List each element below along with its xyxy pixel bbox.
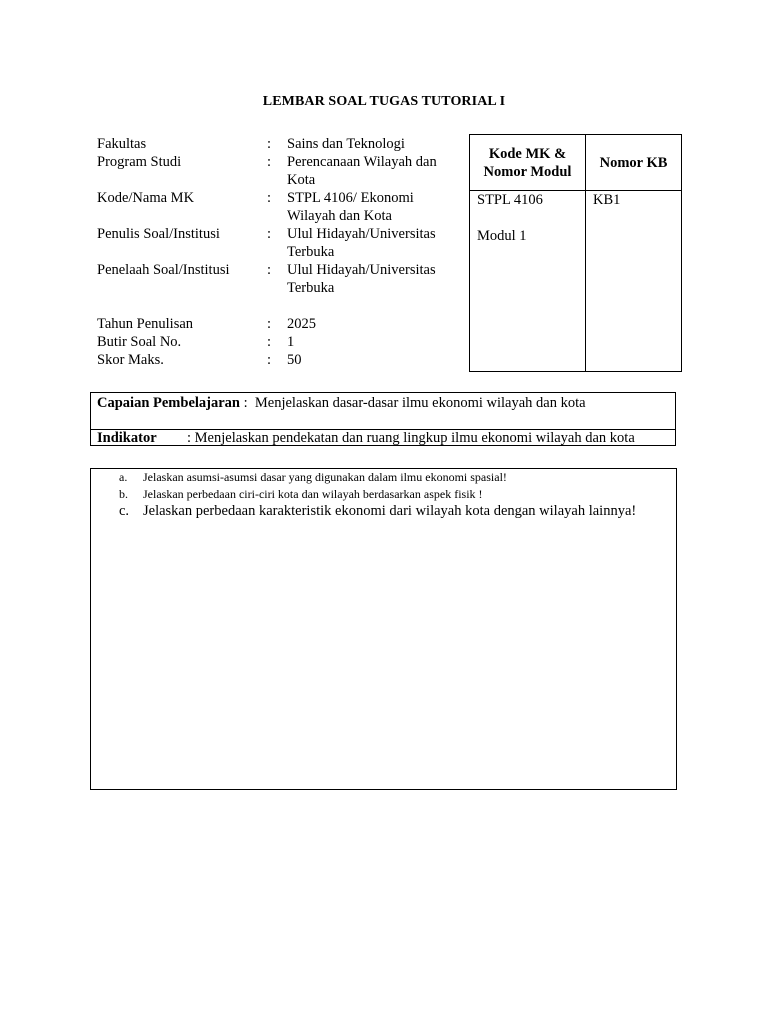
kode-mk-value: STPL 4106 [477, 192, 543, 208]
info-colon: : [267, 262, 272, 278]
modul-value: Modul 1 [477, 228, 527, 244]
indikator-row [97, 430, 635, 447]
info-colon: : [267, 316, 272, 332]
info-label: Fakultas [97, 136, 147, 152]
info-value: Ulul Hidayah/Universitas Terbuka [287, 262, 436, 296]
cell-kb [586, 191, 682, 372]
info-row-program-studi [97, 153, 457, 189]
info-value: Ulul Hidayah/Universitas Terbuka [287, 226, 436, 260]
info-value: 1 [287, 334, 295, 350]
question-text: Jelaskan perbedaan karakteristik ekonomi dari wilayah kota dengan wilayah lainnya! [143, 503, 637, 519]
info-label: Penulis Soal/Institusi [97, 226, 220, 242]
table-row [470, 191, 682, 372]
info-label: Skor Maks. [97, 352, 164, 368]
question-text: Jelaskan perbedaan ciri-ciri kota dan wilayah berdasarkan aspek fisik ! [143, 487, 483, 501]
info-colon: : [267, 154, 272, 170]
document-title: LEMBAR SOAL TUGAS TUTORIAL I [262, 94, 506, 109]
question-letter: c. [119, 503, 130, 519]
indikator-value: : Menjelaskan pendekatan dan ruang lingkup ilmu ekonomi wilayah dan kota [187, 430, 635, 446]
info-colon: : [267, 226, 272, 242]
header-kode-line1: Kode MK & [488, 145, 567, 162]
info-label: Program Studi [97, 154, 182, 170]
cell-kode-modul [470, 191, 586, 372]
info-label: Kode/Nama MK [97, 190, 195, 206]
spacer [97, 297, 457, 315]
info-row-penulis [97, 225, 457, 261]
info-value: 50 [287, 352, 302, 368]
list-item [119, 469, 507, 486]
info-label: Butir Soal No. [97, 334, 182, 350]
questions-box [90, 468, 677, 790]
info-label: Tahun Penulisan [97, 316, 194, 332]
table-header-row [470, 135, 682, 191]
question-letter: a. [119, 470, 128, 484]
info-row-tahun [97, 315, 457, 333]
info-row-skor [97, 351, 457, 369]
list-item [119, 503, 636, 520]
info-row-butir [97, 333, 457, 351]
info-row-penelaah [97, 261, 457, 297]
info-colon: : [267, 190, 272, 206]
header-nomor-kb: Nomor KB [586, 135, 682, 191]
info-row-fakultas [97, 135, 457, 153]
capaian-row [97, 394, 586, 412]
spacer [477, 209, 585, 227]
capaian-indikator-box [90, 392, 676, 446]
header-kode-mk [470, 135, 586, 191]
info-colon: : [267, 136, 272, 152]
info-block [97, 135, 457, 369]
list-item [119, 486, 483, 503]
info-value: Sains dan Teknologi [287, 136, 405, 152]
info-row-kode-nama-mk [97, 189, 457, 225]
info-value: Perencanaan Wilayah dan Kota [287, 154, 437, 188]
question-letter: b. [119, 487, 128, 501]
info-colon: : [267, 352, 272, 368]
info-label: Penelaah Soal/Institusi [97, 262, 230, 278]
info-value: 2025 [287, 316, 316, 332]
question-text: Jelaskan asumsi-asumsi dasar yang digunakan dalam ilmu ekonomi spasial! [143, 470, 507, 484]
capaian-value: : Menjelaskan dasar-dasar ilmu ekonomi wilayah dan kota [243, 395, 586, 411]
kode-mk-table [469, 134, 682, 372]
header-kode-line2: Nomor Modul [483, 163, 572, 180]
capaian-label: Capaian Pembelajaran [97, 395, 240, 411]
indikator-label: Indikator [97, 430, 157, 446]
kb-value: KB1 [593, 192, 621, 208]
info-value: STPL 4106/ Ekonomi Wilayah dan Kota [287, 190, 414, 224]
info-colon: : [267, 334, 272, 350]
